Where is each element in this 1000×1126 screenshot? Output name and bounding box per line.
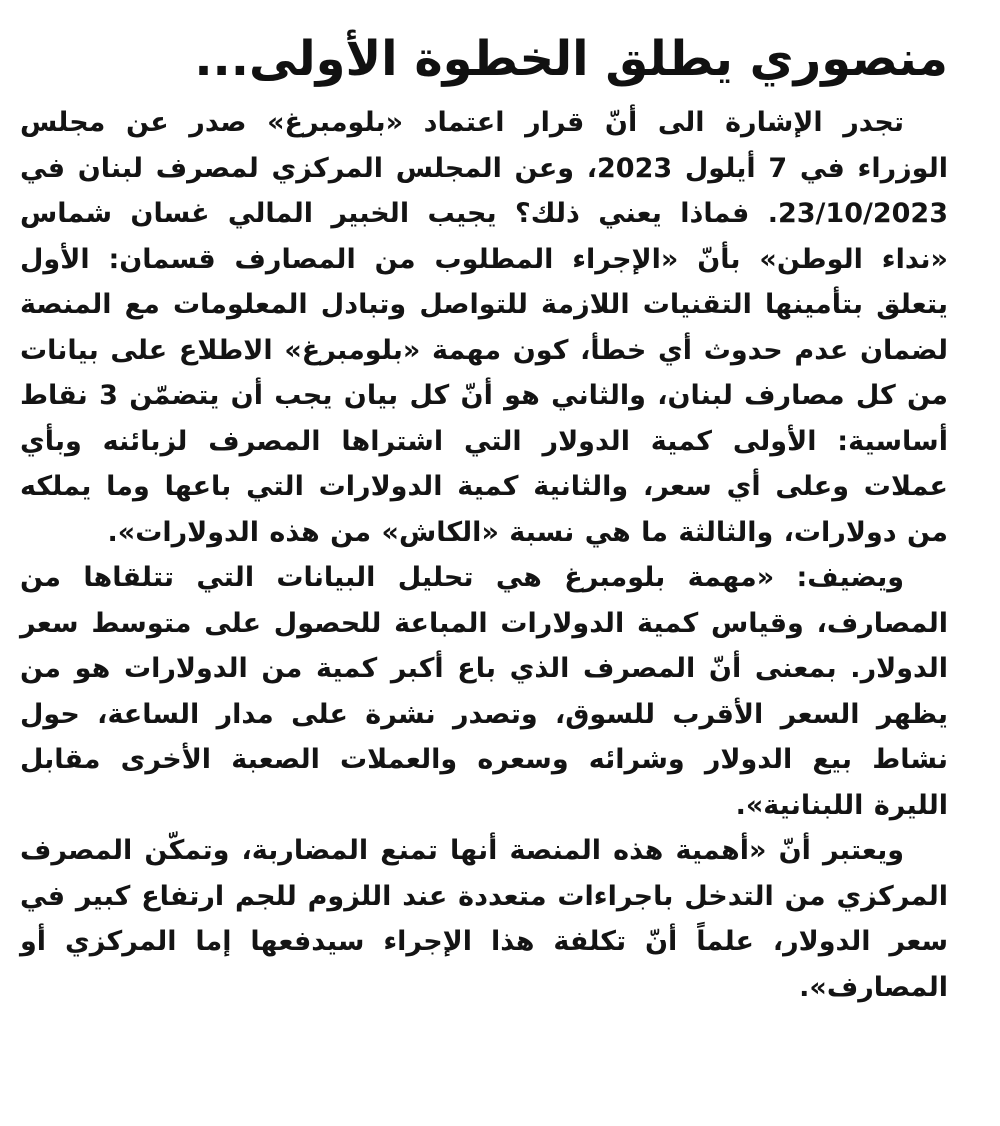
article-paragraph-2: ويضيف: «مهمة بلومبرغ هي تحليل البيانات التي تتلقاها من المصارف، وقياس كمية الدولارات المباعة للحصول على متوسط سعر الدولار. بمعنى أنّ المصرف الذي باع أكبر كمية من الدولارات هو من يظهر السعر الأقرب للسوق، وتصدر نشرة على مدار الساعة، حول نشاط بيع الدولار وشرائه وسعره والعملات الصعبة الأخرى مقابل الليرة اللبنانية». xyxy=(20,562,948,821)
article-headline: منصوري يطلق الخطوة الأولى... xyxy=(194,31,948,87)
article-paragraph-3: ويعتبر أنّ «أهمية هذه المنصة أنها تمنع المضاربة، وتمكّن المصرف المركزي من التدخل باجراءات متعددة عند اللزوم للجم ارتفاع كبير في سعر الدولار، علماً أنّ تكلفة هذا الإجراء سيدفعها إما المركزي أو المصارف». xyxy=(20,835,948,1003)
news-article xyxy=(20,18,948,1010)
article-paragraph-1: تجدر الإشارة الى أنّ قرار اعتماد «بلومبرغ» صدر عن مجلس الوزراء في 7 أيلول 2023، وعن المجلس المركزي لمصرف لبنان في 23/10/2023. فماذا يعني ذلك؟ يجيب الخبير المالي غسان شماس «نداء الوطن» بأنّ «الإجراء المطلوب من المصارف قسمان: الأول يتعلق بتأمينها التقنيات اللازمة للتواصل وتبادل المعلومات مع المنصة لضمان عدم حدوث أي خطأ، كون مهمة «بلومبرغ» الاطلاع على بيانات من كل مصارف لبنان، والثاني هو أنّ كل بيان يجب أن يتضمّن 3 نقاط أساسية: الأولى كمية الدولار التي اشتراها المصرف لزبائنه وبأي عملات وعلى أي سعر، والثانية كمية الدولارات التي باعها وما يملكه من دولارات، والثالثة ما هي نسبة «الكاش» من هذه الدولارات». xyxy=(20,107,948,548)
